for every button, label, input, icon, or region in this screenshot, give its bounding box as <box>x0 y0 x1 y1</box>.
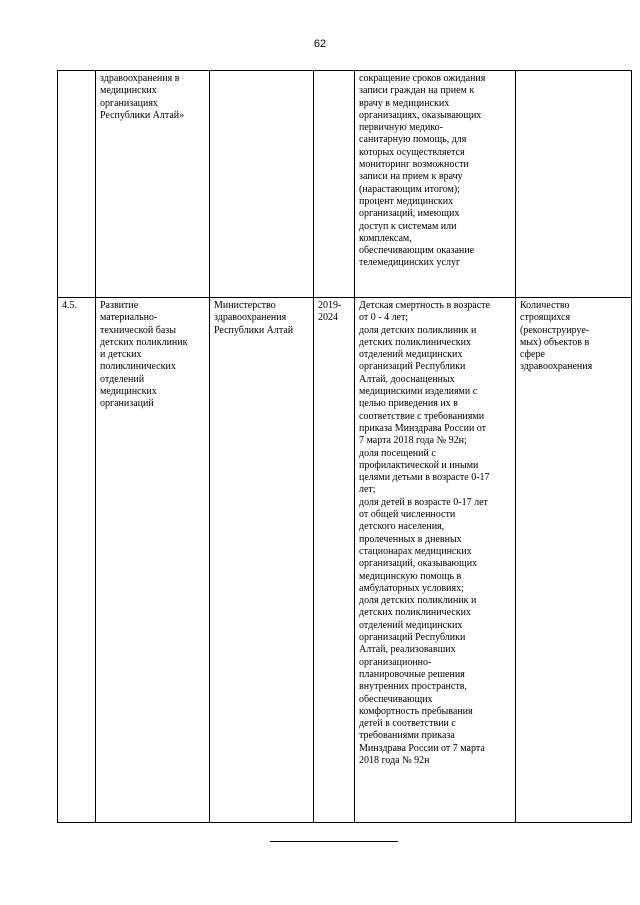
period-cell <box>314 71 355 298</box>
period-cell: 2019- 2024 <box>314 298 355 823</box>
row-number-cell: 4.5. <box>58 298 96 823</box>
indicators-cell: сокращение сроков ожидания записи граждан на прием к врачу в медицинских организациях, оказывающих первичную медико- санитарную помощь, для которых осуществляется мониторинг возможности записи на прием к врачу (нарастающим итогом); процент медицинских организаций, имеющих доступ к системам или комплексам, обеспечивающим оказание телемедицинских услуг <box>355 71 516 298</box>
table-row <box>58 71 632 298</box>
row-number-cell <box>58 71 96 298</box>
executor-cell <box>210 71 314 298</box>
activity-name-cell: Развитие материально- технической базы детских поликлиник и детских поликлинических отделений медицинских организаций <box>96 298 210 823</box>
footnote-separator <box>270 841 398 842</box>
indicators-cell: Детская смертность в возрасте от 0 - 4 лет; доля детских поликлиник и детских поликлинических отделений медицинских организаций Республики Алтай, дооснащенных медицинскими изделиями с целью приведения их в соответствие с требованиями приказа Минздрава России от 7 марта 2018 года № 92н; доля посещений с профилактической и иными целями детьми в возрасте 0-17 лет; доля детей в возрасте 0-17 лет от общей численности детского населения, пролеченных в дневных стационарах медицинских организаций, оказывающих медицинскую помощь в амбулаторных условиях; доля детских поликлиник и детских поликлинических отделений медицинских организаций Республики Алтай, реализовавших организационно- планировочные решения внутренних пространств, обеспечивающих комфортность пребывания детей в соответствии с требованиями приказа Минздрава России от 7 марта 2018 года № 92н <box>355 298 516 823</box>
result-cell <box>516 71 632 298</box>
program-table <box>57 70 632 823</box>
page-number: 62 <box>313 38 327 50</box>
executor-cell: Министерство здравоохранения Республики Алтай <box>210 298 314 823</box>
result-cell: Количество строящихся (реконструируе- мых) объектов в сфере здравоохранения <box>516 298 632 823</box>
activity-name-cell: здравоохранения в медицинских организациях Республики Алтай» <box>96 71 210 298</box>
table-row <box>58 298 632 823</box>
